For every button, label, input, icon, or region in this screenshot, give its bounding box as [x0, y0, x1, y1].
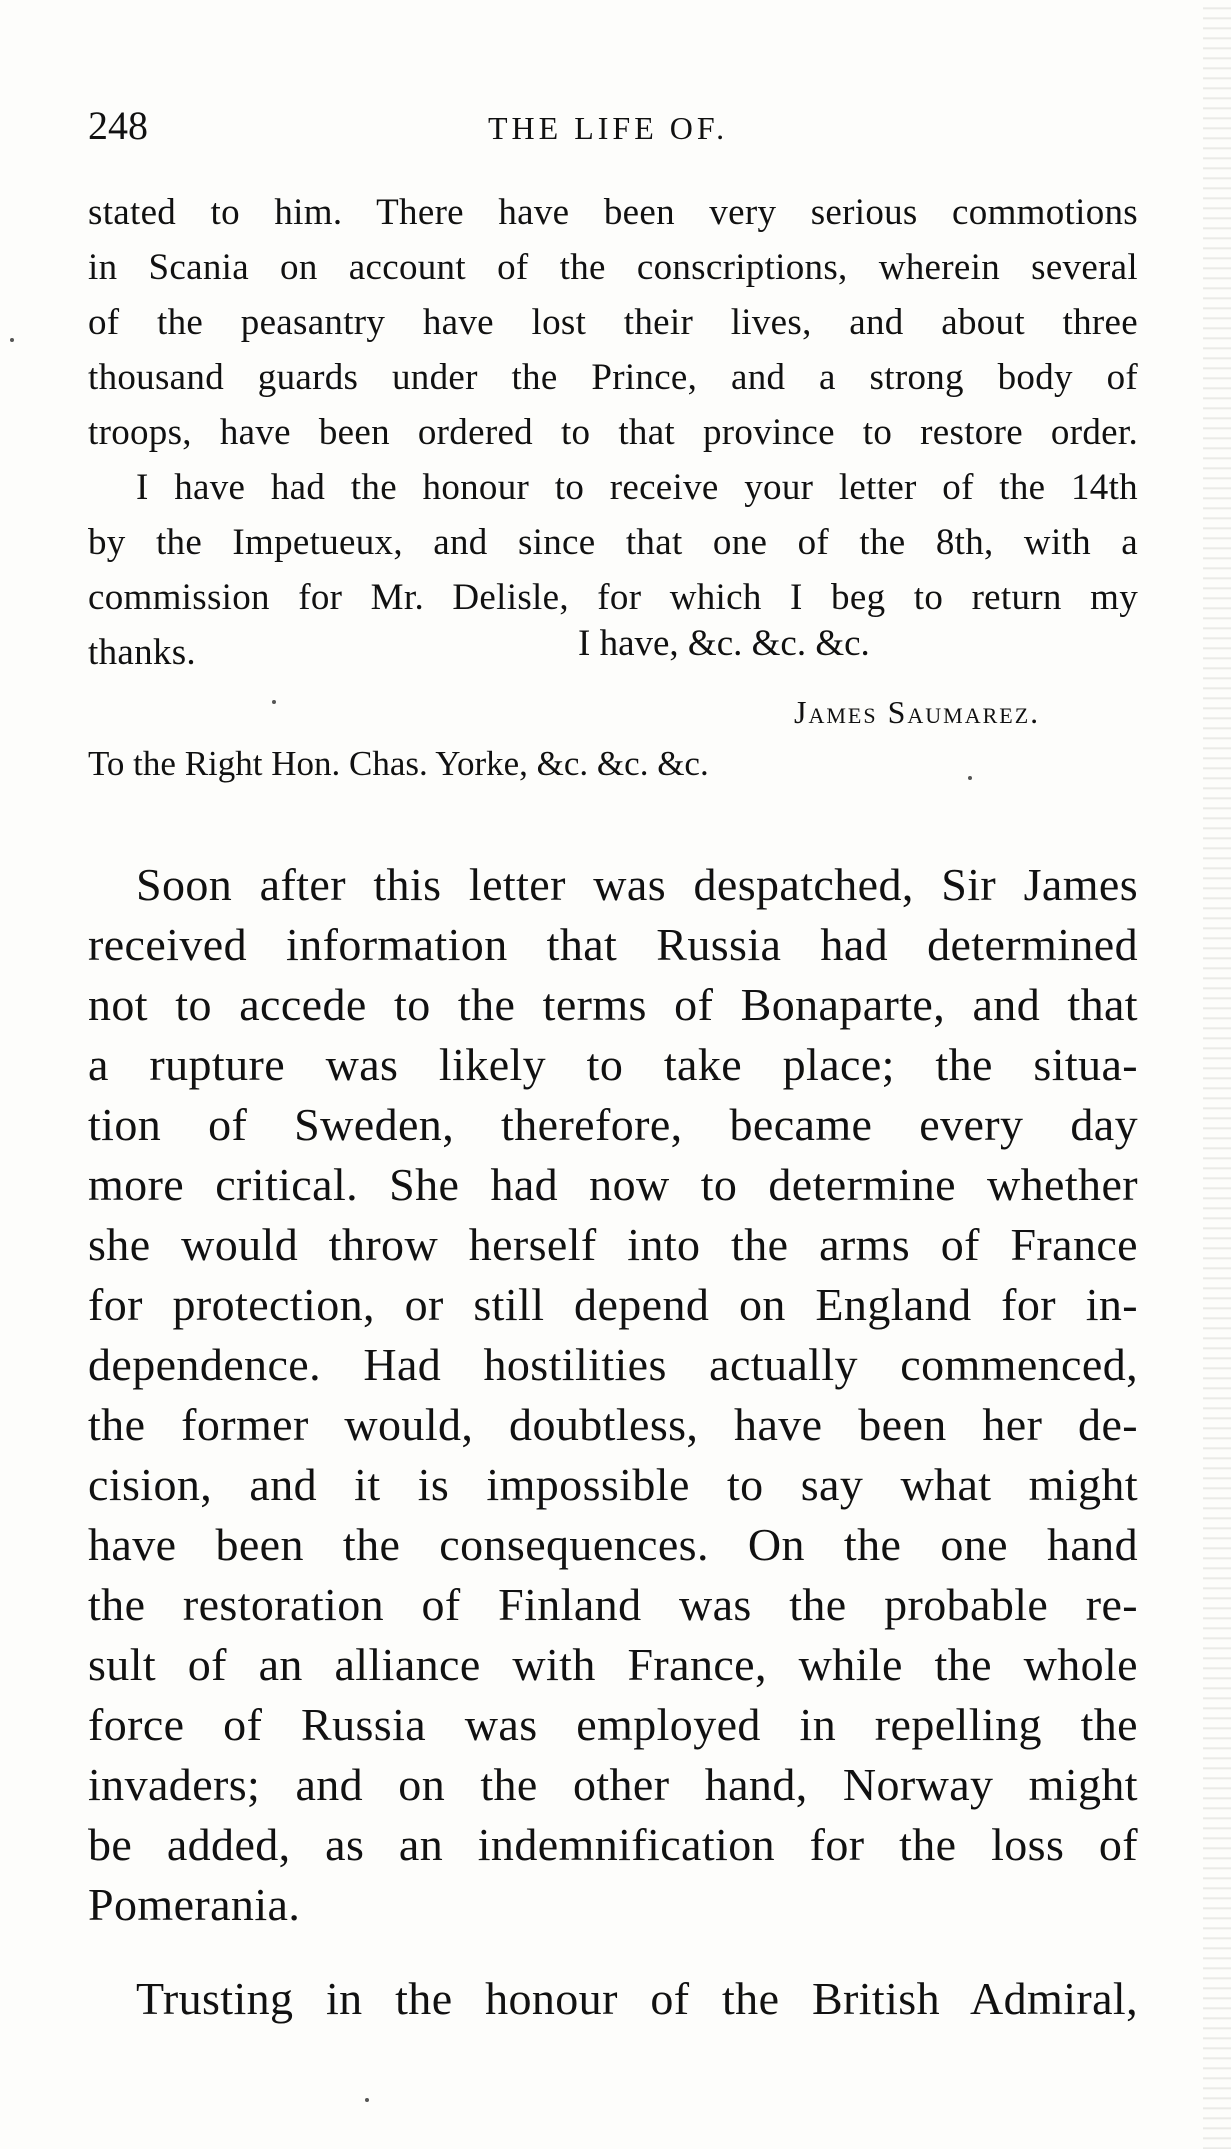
letter-closing: I have, &c. &c. &c. [578, 623, 870, 664]
body-line: the restoration of Finland was the probable re- [88, 1579, 1138, 1630]
body-line: be added, as an indemnification for the loss of [88, 1819, 1138, 1870]
letter-line: by the Impetueux, and since that one of the 8th, with a [88, 522, 1138, 563]
body-line: she would throw herself into the arms of France [88, 1219, 1138, 1270]
body-line: sult of an alliance with France, while the whole [88, 1639, 1138, 1690]
body-line: Pomerania. [88, 1879, 301, 1930]
letter-addressee: To the Right Hon. Chas. Yorke, &c. &c. &c. [88, 744, 709, 783]
body-line: dependence. Had hostilities actually commenced, [88, 1339, 1138, 1390]
ink-speck [968, 776, 972, 780]
letter-line: troops, have been ordered to that province to restore order. [88, 412, 1138, 453]
ink-speck [365, 2098, 369, 2102]
body-line: Trusting in the honour of the British Admiral, [136, 1973, 1138, 2024]
body-line: more critical. She had now to determine whether [88, 1159, 1138, 1210]
letter-line: commission for Mr. Delisle, for which I beg to return my [88, 577, 1138, 618]
body-line: not to accede to the terms of Bonaparte, and that [88, 979, 1138, 1030]
letter-line: stated to him. There have been very serious commotions [88, 192, 1138, 233]
ink-speck [272, 700, 276, 704]
body-line: received information that Russia had determined [88, 919, 1138, 970]
body-line: tion of Sweden, therefore, became every day [88, 1099, 1138, 1150]
body-line: force of Russia was employed in repelling the [88, 1699, 1138, 1750]
letter-signature: James Saumarez. [794, 694, 1041, 730]
body-line: have been the consequences. On the one hand [88, 1519, 1138, 1570]
letter-line: thousand guards under the Prince, and a strong body of [88, 357, 1138, 398]
ink-speck [10, 338, 14, 342]
running-title: THE LIFE OF. [488, 110, 729, 146]
body-line: cision, and it is impossible to say what might [88, 1459, 1138, 1510]
letter-line: thanks. [88, 632, 196, 673]
page-number: 248 [88, 103, 148, 148]
body-line: the former would, doubtless, have been her de- [88, 1399, 1138, 1450]
body-line: for protection, or still depend on England for in- [88, 1279, 1138, 1330]
body-line: a rupture was likely to take place; the situa- [88, 1039, 1138, 1090]
page-edge [1203, 0, 1231, 2149]
body-line: Soon after this letter was despatched, Sir James [136, 859, 1138, 910]
letter-line: I have had the honour to receive your letter of the 14th [136, 467, 1138, 508]
letter-line: of the peasantry have lost their lives, and about three [88, 302, 1138, 343]
letter-line: in Scania on account of the conscriptions, wherein several [88, 247, 1138, 288]
body-line: invaders; and on the other hand, Norway might [88, 1759, 1138, 1810]
